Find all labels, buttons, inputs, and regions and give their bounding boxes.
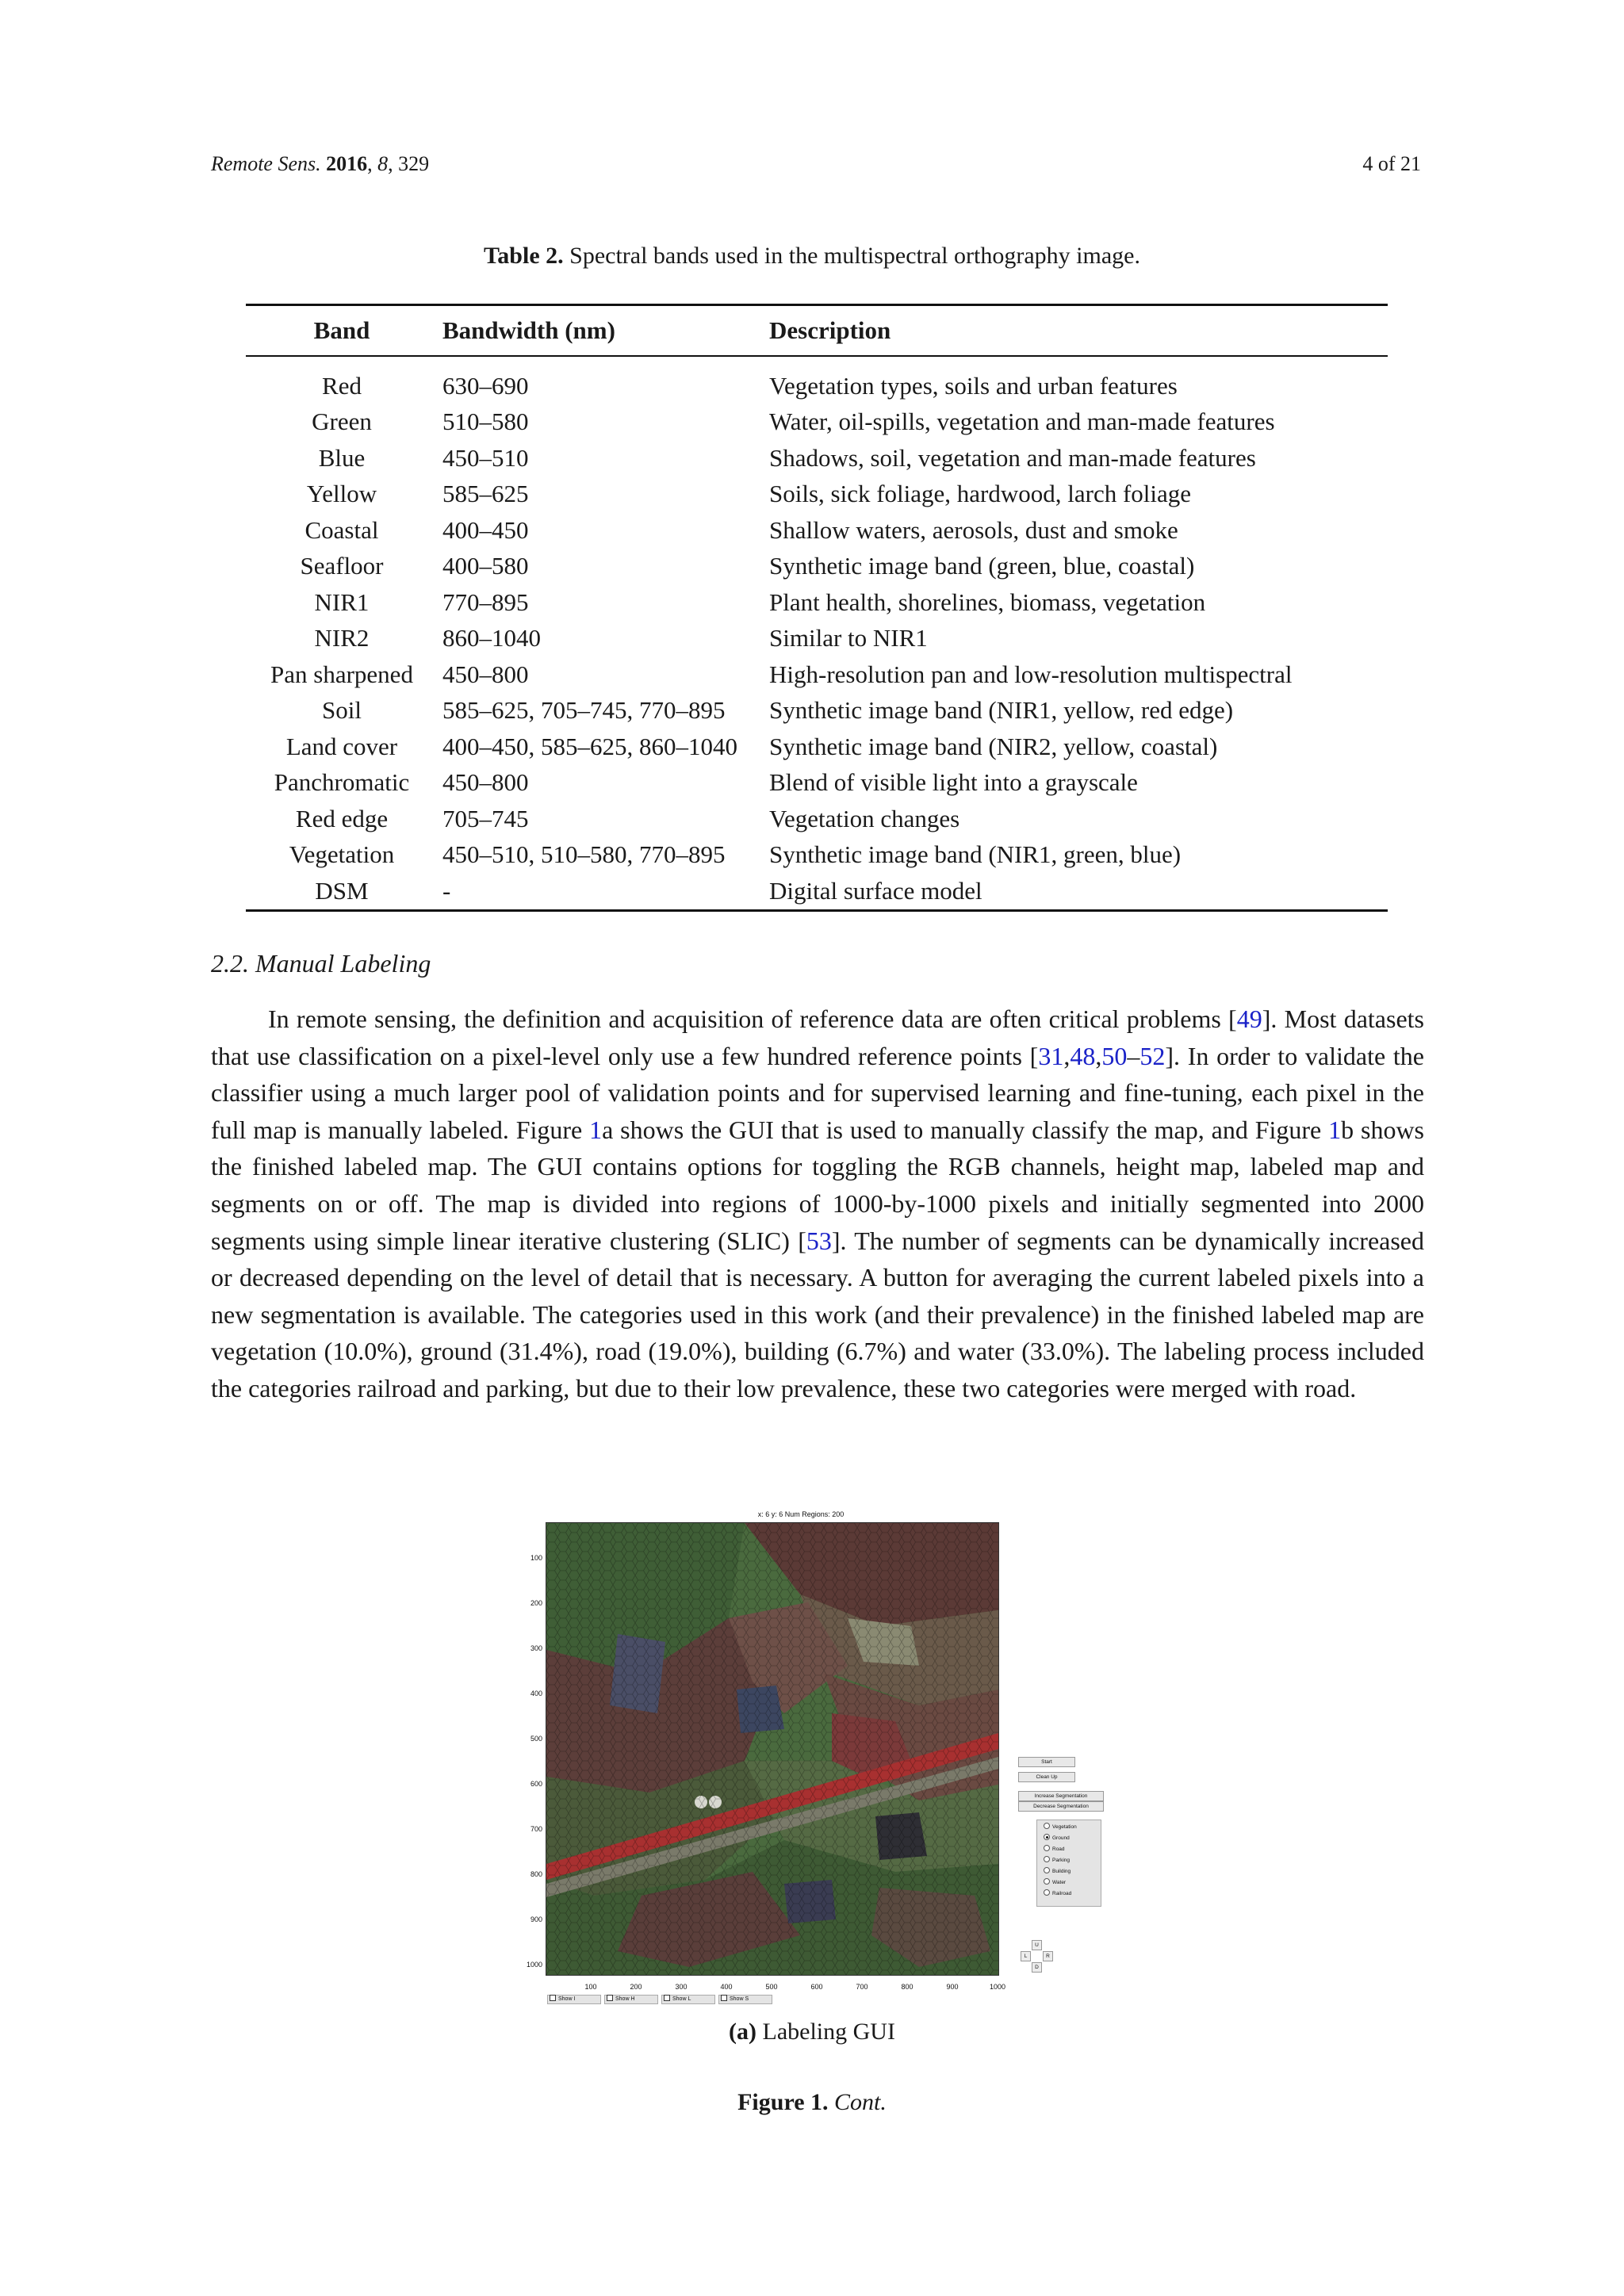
journal-year: 2016 [326, 152, 368, 175]
radio-label: Railroad [1052, 1891, 1072, 1896]
toggle-label: Show L [672, 1996, 691, 2002]
spectral-bands-table [246, 304, 1388, 912]
y-tick: 900 [530, 1915, 542, 1923]
cell-bandwidth: 450–800 [442, 660, 529, 688]
radio-icon [1044, 1867, 1050, 1873]
table-row [246, 584, 1388, 621]
toggle-label: Show S [730, 1996, 749, 2002]
cell-band: Red edge [295, 804, 389, 832]
cell-bandwidth: 450–510 [442, 443, 529, 472]
x-tick: 700 [856, 1983, 868, 1991]
cell-description: Shallow waters, aerosols, dust and smoke [769, 515, 1178, 544]
radio-label: Parking [1052, 1858, 1071, 1863]
y-tick: 200 [530, 1599, 542, 1607]
nav-down-button[interactable]: D [1032, 1962, 1042, 1973]
y-tick: 400 [530, 1689, 542, 1697]
nav-right-button[interactable]: R [1043, 1951, 1053, 1961]
cell-band: Vegetation [289, 840, 395, 869]
reference-link[interactable]: 53 [806, 1226, 832, 1255]
toggle-label: Show I [558, 1996, 576, 2002]
cell-band: Seafloor [300, 552, 384, 580]
cell-bandwidth: 630–690 [442, 371, 529, 400]
x-tick: 1000 [989, 1983, 1006, 1991]
paragraph-text: ]. The number of segments can be dynamically increased or decreased depending on the level of detail that is necessary. A button for averaging the current labeled pixels into a new segmentation is available. The categories used in this work (and their prevalence) in the finished labeled map are vegetation (10.0%), ground (31.4%), road (19.0%), building (6.7%) and water (33.0%). The labeling process included the categories railroad and parking, but due to their low prevalence, these two categories were merged with road. [211, 1226, 1425, 1402]
table-row [246, 837, 1388, 874]
body-paragraph [211, 1001, 1424, 1407]
cell-band: Coastal [304, 515, 379, 544]
cell-bandwidth: 450–510, 510–580, 770–895 [442, 840, 726, 869]
x-tick: 900 [946, 1983, 959, 1991]
cell-bandwidth: 705–745 [442, 804, 529, 832]
column-header-bandwidth: Bandwidth (nm) [442, 316, 615, 344]
cell-description: Digital surface model [769, 876, 982, 905]
table-row [246, 693, 1388, 729]
running-header-citation: Remote Sens. 2016, 8, 329 [211, 152, 430, 175]
cell-band: Panchromatic [274, 768, 410, 797]
cell-description: Plant health, shorelines, biomass, vegetation [769, 587, 1206, 616]
figure-caption [0, 2089, 1624, 2116]
toggle-show-s[interactable] [718, 1995, 772, 2004]
x-tick: 300 [675, 1983, 688, 1991]
radio-icon [1044, 1845, 1050, 1851]
cell-bandwidth: 860–1040 [442, 624, 541, 652]
decrease-segmentation-button[interactable]: Decrease Segmentation [1018, 1801, 1104, 1812]
table-label: Table 2. [484, 243, 564, 269]
paragraph-text: , [1095, 1041, 1102, 1070]
cell-description: Synthetic image band (green, blue, coastal) [769, 552, 1195, 580]
cell-description: Vegetation changes [769, 804, 960, 832]
cell-band: Blue [318, 443, 366, 472]
radio-label: Water [1052, 1880, 1067, 1885]
cell-band: Red [322, 371, 362, 400]
radio-ground[interactable] [1044, 1835, 1070, 1843]
y-tick: 800 [530, 1870, 542, 1878]
cell-bandwidth: 585–625, 705–745, 770–895 [442, 696, 726, 725]
cell-bandwidth: 400–450, 585–625, 860–1040 [442, 732, 737, 760]
toggle-show-l[interactable] [661, 1995, 715, 2004]
radio-icon [1044, 1889, 1050, 1896]
paragraph-text: ]. In order to validate the classifier using a much larger pool of validation points and for supervised learning and fine-tuning, each pixel in the full map is manually labeled. Figure [211, 1041, 1425, 1144]
y-tick: 500 [530, 1735, 542, 1743]
radio-vegetation[interactable] [1044, 1823, 1077, 1831]
table-row [246, 621, 1388, 657]
subfigure-caption [0, 2019, 1624, 2045]
table-caption-text: Spectral bands used in the multispectral orthography image. [563, 243, 1140, 269]
table-row [246, 656, 1388, 693]
table-row [246, 729, 1388, 765]
figure-label: Figure 1. [737, 2089, 829, 2115]
segmented-map-image[interactable] [546, 1522, 999, 1976]
nav-up-button[interactable]: U [1032, 1940, 1042, 1950]
reference-link[interactable]: 49 [1236, 1004, 1262, 1033]
checkbox-icon [607, 1995, 613, 2001]
cell-bandwidth: - [442, 876, 451, 905]
x-tick: 200 [630, 1983, 642, 1991]
table-row [246, 404, 1388, 441]
reference-link[interactable]: 1 [1328, 1115, 1342, 1144]
reference-link[interactable]: 31 [1038, 1041, 1064, 1070]
cell-description: Vegetation types, soils and urban features [769, 371, 1178, 400]
y-tick: 600 [530, 1780, 542, 1788]
cell-band: DSM [315, 876, 369, 905]
increase-segmentation-button[interactable]: Increase Segmentation [1018, 1791, 1104, 1801]
y-tick: 700 [530, 1825, 542, 1833]
journal-name: Remote Sens. [211, 152, 321, 175]
cell-description: Soils, sick foliage, hardwood, larch foliage [769, 480, 1192, 508]
y-tick: 1000 [526, 1961, 542, 1969]
cell-description: Blend of visible light into a grayscale [769, 768, 1138, 797]
paragraph-text: b shows the finished labeled map. The GUI contains options for toggling the RGB channels, height map, labeled map and segments on or off. The map is divided into regions of 1000-by-1000 pixels and initially segmented into 2000 segments using simple linear iterative clustering (SLIC) [ [211, 1115, 1425, 1255]
cell-band: NIR2 [314, 624, 370, 652]
reference-link[interactable]: 48 [1070, 1041, 1096, 1070]
cell-description: Water, oil-spills, vegetation and man-made features [769, 408, 1275, 436]
radio-railroad[interactable] [1044, 1890, 1071, 1898]
map-picture [546, 1523, 998, 1975]
reference-link[interactable]: 50 [1101, 1041, 1128, 1070]
subfigure-label: (a) [729, 2019, 757, 2045]
gui-status-title: x: 6 y: 6 Num Regions: 200 [757, 1510, 845, 1518]
y-tick: 300 [530, 1644, 542, 1652]
paragraph-text: In remote sensing, the definition and acquisition of reference data are often critical problems [ [268, 1004, 1237, 1033]
section-heading: 2.2. Manual Labeling [211, 949, 431, 978]
radio-building[interactable] [1044, 1868, 1071, 1876]
cell-description: Similar to NIR1 [769, 624, 928, 652]
table-row [246, 476, 1388, 513]
table-body [246, 356, 1388, 910]
x-tick: 600 [810, 1983, 823, 1991]
cell-band: Pan sharpened [270, 660, 413, 688]
cell-band: Soil [322, 696, 362, 725]
cell-description: Shadows, soil, vegetation and man-made features [769, 443, 1256, 472]
table-row [246, 440, 1388, 476]
table-row [246, 801, 1388, 837]
reference-link[interactable]: 52 [1139, 1041, 1166, 1070]
x-tick: 400 [720, 1983, 733, 1991]
y-tick: 100 [530, 1554, 542, 1562]
paragraph-text: , [1063, 1041, 1071, 1070]
start-button[interactable]: Start [1018, 1757, 1075, 1767]
x-tick: 100 [584, 1983, 597, 1991]
paragraph-text: ]. Most datasets that use classification on a pixel-level only use a few hundred reference points [ [211, 1004, 1425, 1070]
nav-left-button[interactable]: L [1021, 1951, 1031, 1961]
cell-description: Synthetic image band (NIR1, yellow, red edge) [769, 696, 1234, 725]
column-header-description: Description [769, 316, 891, 344]
cell-description: Synthetic image band (NIR2, yellow, coastal) [769, 732, 1218, 760]
table-row [246, 873, 1388, 910]
checkbox-icon [550, 1995, 556, 2001]
radio-label: Ground [1052, 1835, 1070, 1841]
table-row [246, 356, 1388, 404]
cell-bandwidth: 770–895 [442, 587, 529, 616]
cell-band: Green [312, 408, 372, 436]
cell-bandwidth: 510–580 [442, 408, 529, 436]
cell-description: Synthetic image band (NIR1, green, blue) [769, 840, 1182, 869]
radio-label: Road [1052, 1846, 1065, 1852]
table-row [246, 549, 1388, 585]
cleanup-button[interactable]: Clean Up [1018, 1772, 1075, 1782]
radio-parking[interactable] [1044, 1857, 1070, 1865]
radio-icon [1044, 1878, 1050, 1885]
checkbox-icon [721, 1995, 727, 2001]
cell-bandwidth: 400–580 [442, 552, 529, 580]
radio-road[interactable] [1044, 1846, 1065, 1854]
subfigure-caption-text: Labeling GUI [756, 2019, 895, 2045]
radio-icon [1044, 1856, 1050, 1862]
x-tick: 500 [765, 1983, 778, 1991]
cell-band: Land cover [285, 732, 398, 760]
page-number: 4 of 21 [1362, 152, 1421, 175]
toggle-show-h[interactable] [604, 1995, 658, 2004]
figure-caption-text: Cont. [834, 2089, 887, 2115]
journal-volume: 8 [377, 152, 389, 175]
category-radio-group [1036, 1820, 1101, 1907]
table-header-row [246, 305, 1388, 357]
x-tick: 800 [901, 1983, 914, 1991]
cell-bandwidth: 400–450 [442, 515, 529, 544]
table-caption [0, 243, 1624, 270]
checkbox-icon [664, 1995, 670, 2001]
paragraph-text: a shows the GUI that is used to manually classify the map, and Figure [602, 1115, 1329, 1144]
cell-band: Yellow [306, 480, 377, 508]
column-header-band: Band [313, 316, 370, 344]
cell-band: NIR1 [314, 587, 370, 616]
article-number: , 329 [388, 152, 430, 175]
toggle-show-i[interactable] [547, 1995, 601, 2004]
figure-labeling-gui [515, 1510, 1126, 2002]
radio-label: Building [1052, 1869, 1071, 1874]
reference-link[interactable]: 1 [589, 1115, 603, 1144]
table-row [246, 765, 1388, 802]
radio-water[interactable] [1044, 1879, 1066, 1887]
paragraph-text: – [1127, 1041, 1140, 1070]
cell-bandwidth: 585–625 [442, 480, 529, 508]
table-row [246, 512, 1388, 549]
toggle-label: Show H [615, 1996, 635, 2002]
radio-icon [1044, 1823, 1050, 1829]
radio-label: Vegetation [1052, 1824, 1077, 1830]
cell-description: High-resolution pan and low-resolution multispectral [769, 660, 1293, 688]
cell-bandwidth: 450–800 [442, 768, 529, 797]
radio-selected-icon [1044, 1834, 1050, 1840]
